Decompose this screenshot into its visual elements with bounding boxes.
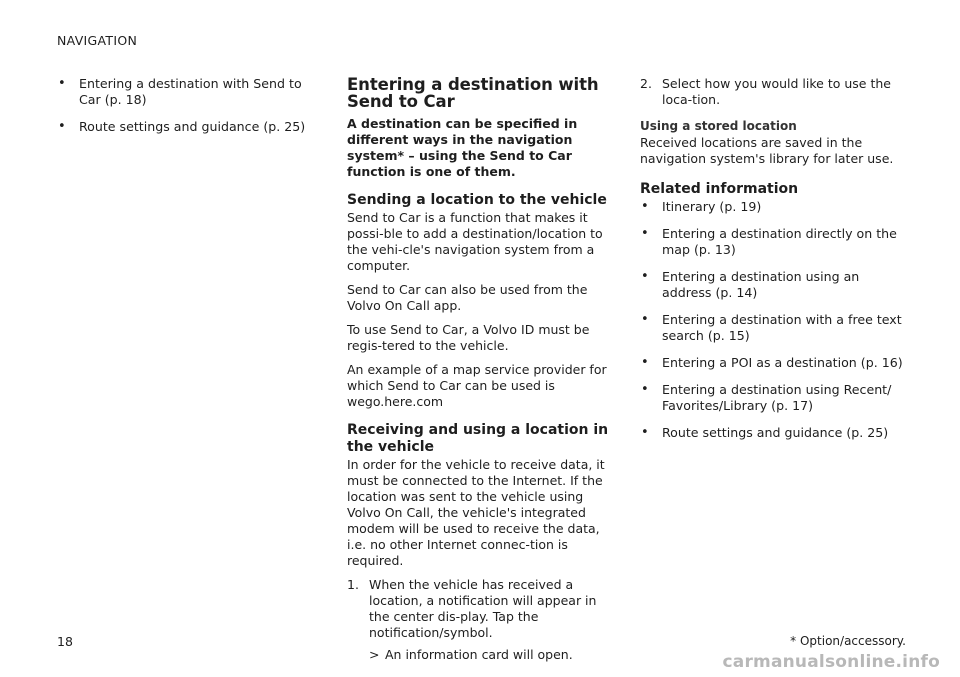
step-text: When the vehicle has received a location, a notification will appear in the center dis-play. Tap the notification/symbol.: [369, 577, 597, 640]
related-links-list: [57, 76, 312, 135]
list-item[interactable]: • Entering a destination using an address (p. 14): [640, 269, 908, 301]
step-2: [640, 76, 908, 108]
list-item[interactable]: • Itinerary (p. 19): [640, 199, 908, 215]
right-column: [640, 76, 908, 452]
step-text: Select how you would like to use the loca-tion.: [662, 76, 891, 107]
paragraph: Send to Car is a function that makes it possi-ble to add a destination/location to the vehi-cle's navigation system from a computer.: [347, 210, 603, 273]
result-text: An information card will open.: [385, 647, 573, 662]
related-information-list: [640, 199, 908, 441]
list-item[interactable]: • Entering a POI as a destination (p. 16): [640, 355, 908, 371]
step-number: 1.: [347, 577, 359, 592]
step-1: [347, 577, 615, 641]
paragraph: To use Send to Car, a Volvo ID must be regis-tered to the vehicle.: [347, 322, 590, 353]
step-result: [347, 647, 615, 663]
list-item[interactable]: • Route settings and guidance (p. 25): [57, 119, 312, 135]
section-label: NAVIGATION: [57, 33, 138, 48]
section-heading-receiving: Receiving and using a location in the vehicle: [347, 422, 609, 455]
subheading-stored-location: Using a stored location: [640, 119, 797, 133]
paragraph: Send to Car can also be used from the Volvo On Call app.: [347, 282, 588, 313]
page-title: Entering a destination with Send to Car: [347, 75, 599, 111]
list-item[interactable]: • Entering a destination with a free text search (p. 15): [640, 312, 908, 344]
step-number: 2.: [640, 76, 652, 91]
section-heading-sending: Sending a location to the vehicle: [347, 192, 607, 208]
left-column: [57, 76, 312, 146]
list-item[interactable]: • Entering a destination directly on the map (p. 13): [640, 226, 908, 258]
main-column: [347, 76, 615, 663]
list-item[interactable]: • Entering a destination with Send to Car (p. 18): [57, 76, 312, 108]
paragraph: In order for the vehicle to receive data, it must be connected to the Internet. If the location was sent to the vehicle using Volvo On Call, the vehicle's integrated modem will be used to receive the data, i.e. no other Internet connec-tion is required.: [347, 457, 605, 568]
page-number: 18: [57, 634, 73, 649]
related-information-heading: Related information: [640, 181, 799, 197]
paragraph: Received locations are saved in the navigation system's library for later use.: [640, 135, 894, 166]
footnote: * Option/accessory.: [790, 634, 906, 648]
paragraph: An example of a map service provider for which Send to Car can be used is wego.here.com: [347, 362, 607, 409]
list-item[interactable]: • Entering a destination using Recent/ Favorites/Library (p. 17): [640, 382, 908, 414]
list-item[interactable]: • Route settings and guidance (p. 25): [640, 425, 908, 441]
result-marker: >: [369, 647, 380, 662]
intro-text: A destination can be specified in different ways in the navigation system* – using the Send to Car function is one of them.: [347, 116, 578, 179]
watermark: carmanualsonline.info: [722, 652, 940, 672]
